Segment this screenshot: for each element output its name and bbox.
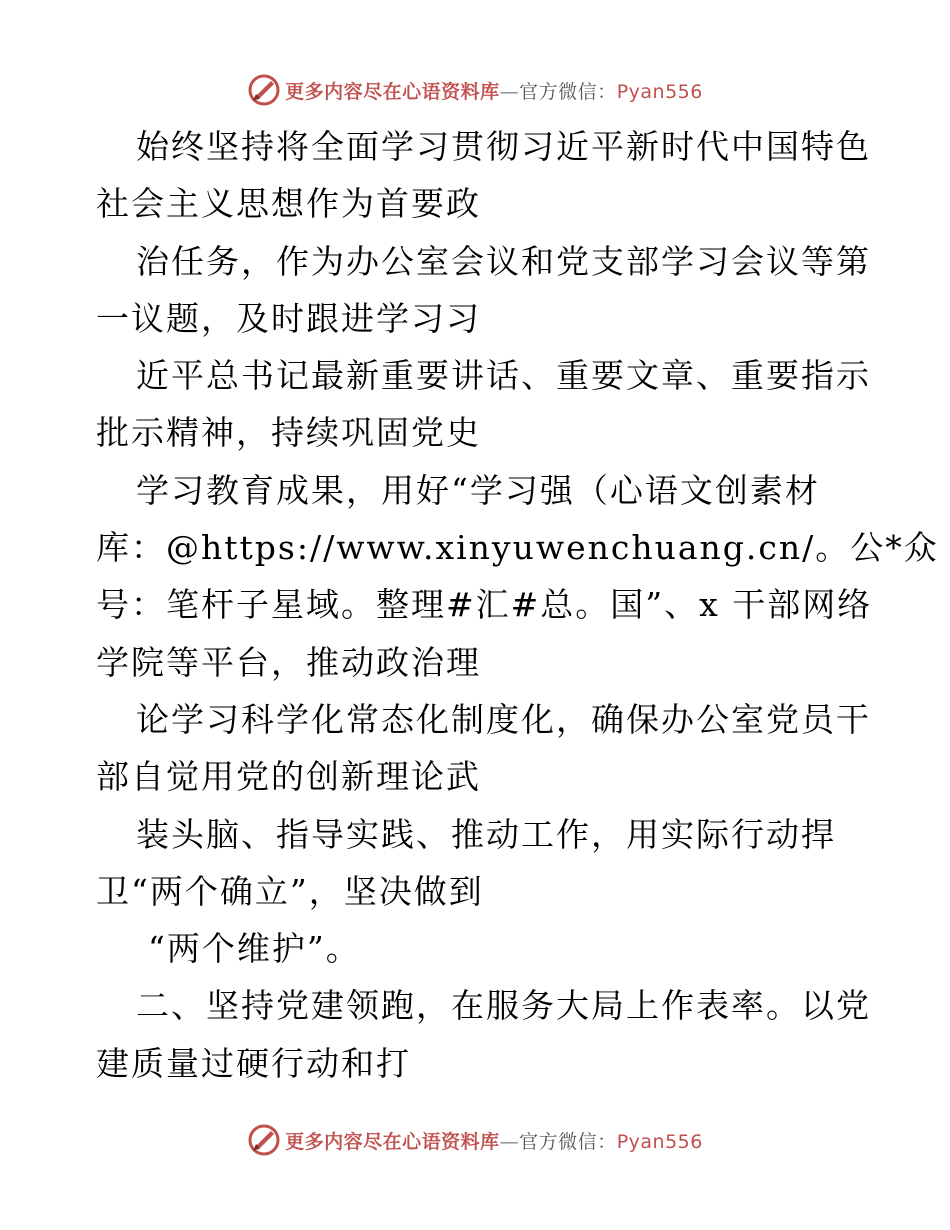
wechat-id: Pyan556 [616,80,703,103]
footer-banner [0,1120,950,1160]
banner-separator: — [499,1130,520,1153]
text-line: 一议题，及时跟进学习习 [96,298,481,338]
text-line: 近平总书记最新重要讲话、重要文章、重要指示 [136,356,871,396]
text-line: 二、坚持党建领跑，在服务大局上作表率。以党 [136,986,871,1026]
header-banner [0,70,950,110]
brand-logo-icon [247,1123,281,1157]
text-line: 装头脑、指导实践、推动工作，用实际行动捍 [136,814,836,854]
brand-logo-icon [247,73,281,107]
text-line: 建质量过硬行动和打 [96,1043,411,1083]
text-line: 批示精神，持续巩固党史 [96,413,481,453]
text-line: 库：@https://www.xinyuwenchuang.cn/。公*众 [96,528,939,568]
text-line: 治任务，作为办公室会议和党支部学习会议等第 [136,241,871,281]
text-line: 号：笔杆子星域。整理#汇#总。国”、x 干部网络 [96,585,873,625]
document-body [96,118,939,1092]
wechat-label: 官方微信： [519,1130,617,1153]
text-line: “两个维护”。 [148,929,361,969]
site-name: 更多内容尽在心语资料库 [285,1130,500,1153]
banner-separator: — [499,80,520,103]
text-line: 学院等平台，推动政治理 [96,642,481,682]
text-line: 卫“两个确立”，坚决做到 [96,871,484,911]
text-line: 始终坚持将全面学习贯彻习近平新时代中国特色 [136,127,871,166]
text-line: 社会主义思想作为首要政 [96,184,481,224]
site-name: 更多内容尽在心语资料库 [285,80,500,103]
wechat-id: Pyan556 [616,1130,703,1153]
banner-text [285,77,703,104]
text-line: 论学习科学化常态化制度化，确保办公室党员干 [136,699,871,739]
wechat-label: 官方微信： [519,80,617,103]
banner-text [285,1127,703,1154]
text-line: 部自觉用党的创新理论武 [96,757,481,797]
text-line: 学习教育成果，用好“学习强（心语文创素材 [136,470,820,510]
